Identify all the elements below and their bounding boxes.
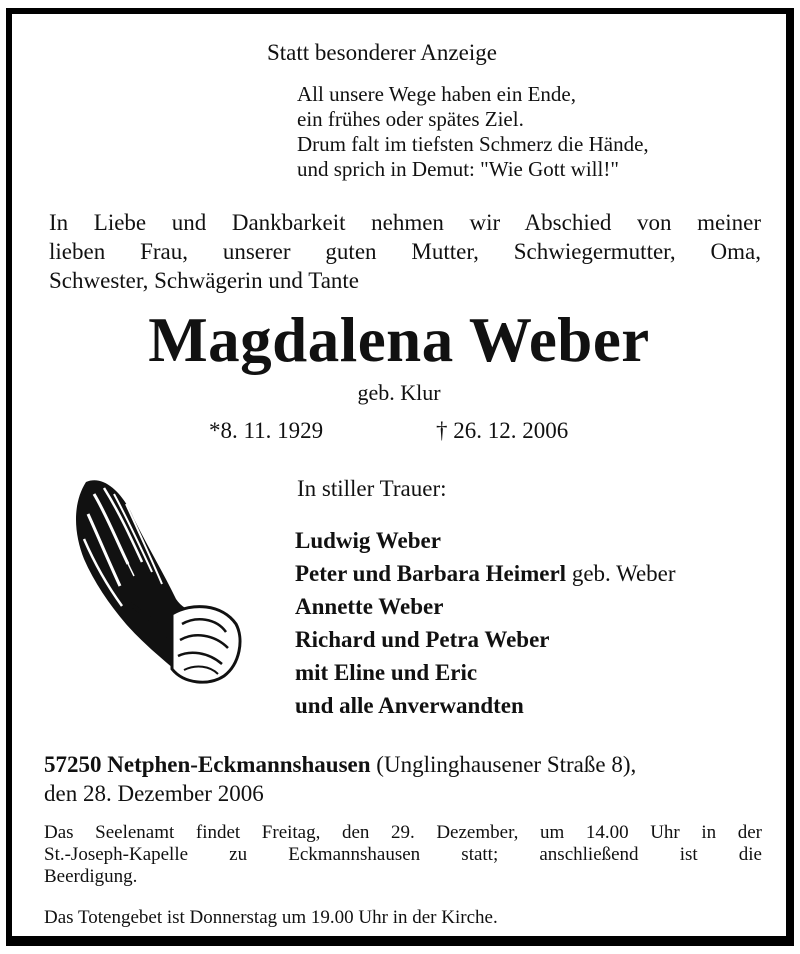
address-place: 57250 Netphen-Eckmannshausen xyxy=(44,752,371,777)
verse-line: und sprich in Demut: "Wie Gott will!" xyxy=(297,157,619,181)
service-line: Das Seelenamt findet Freitag, den 29. Dezember, um 14.00 Uhr in der xyxy=(44,822,762,843)
mourner-note: geb. Weber xyxy=(566,561,676,586)
mourner-name: mit Eline und Eric xyxy=(295,660,478,685)
deceased-name: Magdalena Weber xyxy=(148,305,650,375)
mourning-label: In stiller Trauer: xyxy=(297,476,447,501)
intro-line: lieben Frau, unserer guten Mutter, Schwiegermutter, Oma, xyxy=(49,239,761,264)
notice-heading: Statt besonderer Anzeige xyxy=(267,40,497,65)
obituary-frame xyxy=(6,8,794,946)
verse-line: Drum falt im tiefsten Schmerz die Hände, xyxy=(297,132,649,156)
verse xyxy=(297,82,649,182)
praying-hands-icon xyxy=(64,464,244,689)
service-line: Beerdigung. xyxy=(44,866,138,887)
verse-line: ein frühes oder spätes Ziel. xyxy=(297,107,524,131)
address-line xyxy=(44,750,636,779)
verse-line: All unsere Wege haben ein Ende, xyxy=(297,82,576,106)
address-block xyxy=(44,750,636,808)
birth-date: *8. 11. 1929 xyxy=(209,418,324,443)
intro-line: Schwester, Schwägerin und Tante xyxy=(49,268,360,293)
mourner-name: Ludwig Weber xyxy=(295,528,441,553)
intro-line: In Liebe und Dankbarkeit nehmen wir Abschied von meiner xyxy=(49,210,761,235)
service-info xyxy=(44,822,762,888)
mourner-name: Annette Weber xyxy=(295,594,444,619)
mourners-list xyxy=(295,524,676,722)
mourner-line xyxy=(295,689,676,722)
mourner-name: und alle Anverwandten xyxy=(295,693,524,718)
mourner-line xyxy=(295,590,676,623)
mourner-line xyxy=(295,623,676,656)
address-date: den 28. Dezember 2006 xyxy=(44,781,264,806)
address-street: (Unglinghausener Straße 8), xyxy=(370,752,637,777)
maiden-name: geb. Klur xyxy=(357,380,441,405)
mourner-line xyxy=(295,557,676,590)
death-date: † 26. 12. 2006 xyxy=(436,418,569,443)
prayer-info: Das Totengebet ist Donnerstag um 19.00 Uhr in der Kirche. xyxy=(44,907,498,928)
mourner-line xyxy=(295,656,676,689)
mourner-name: Richard und Petra Weber xyxy=(295,627,550,652)
mourner-name: Peter und Barbara Heimerl xyxy=(295,561,567,586)
service-line: St.-Joseph-Kapelle zu Eckmannshausen statt; anschließend ist die xyxy=(44,844,762,865)
mourner-line xyxy=(295,524,676,557)
intro-text xyxy=(49,208,761,295)
